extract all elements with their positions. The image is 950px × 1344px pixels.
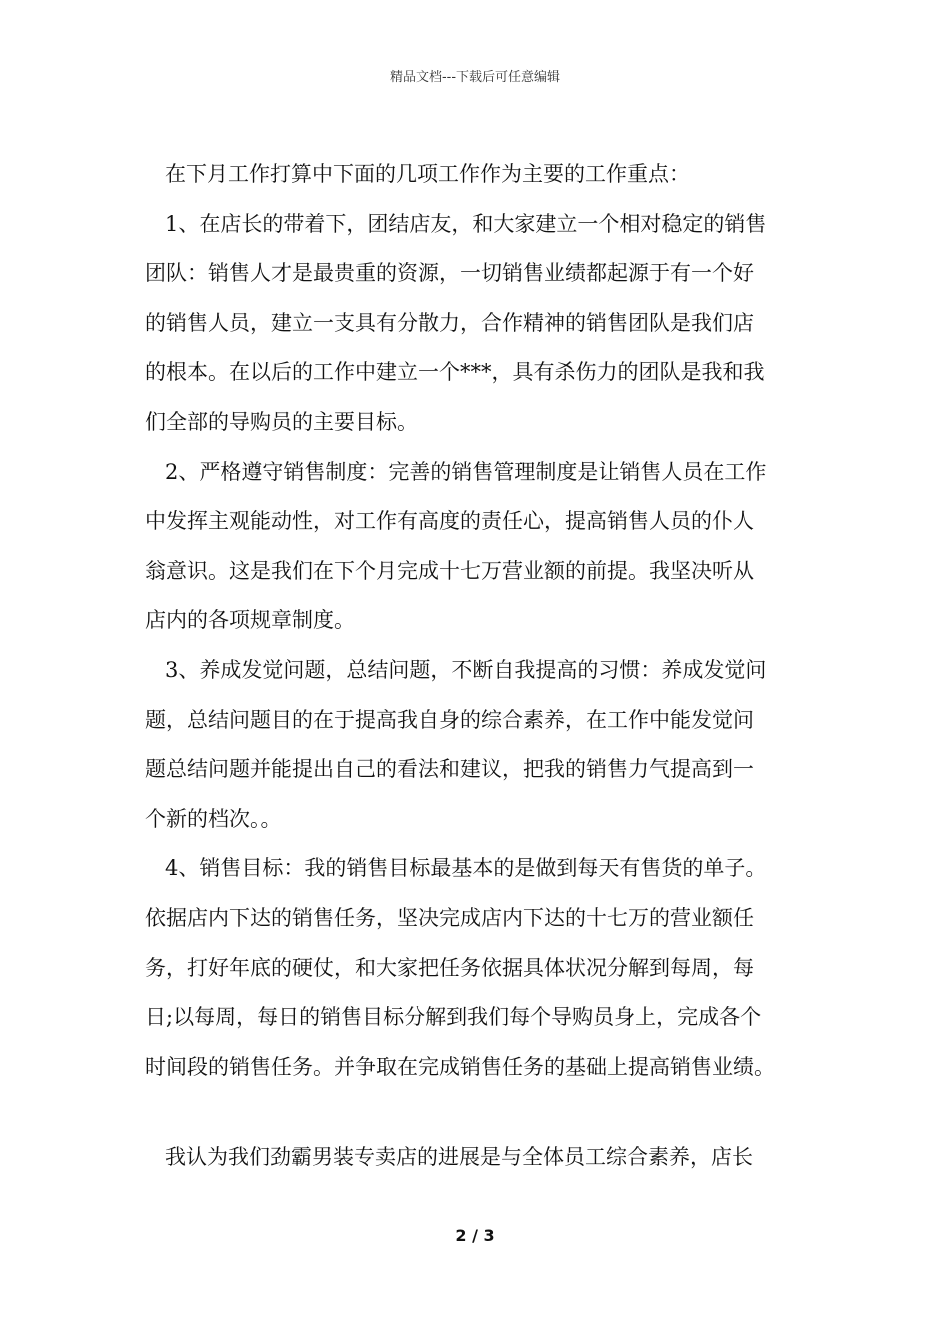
paragraph-line: 题，总结问题目的在于提高我自身的综合素养，在工作中能发觉问 (145, 707, 754, 732)
paragraph-line: 的销售人员，建立一支具有分散力，合作精神的销售团队是我们店 (145, 310, 754, 335)
paragraph-line: 3、养成发觉问题，总结问题，不断自我提高的习惯：养成发觉问 (165, 657, 767, 682)
paragraph-line: 店内的各项规章制度。 (145, 608, 355, 633)
paragraph-line: 题总结问题并能提出自己的看法和建议，把我的销售力气提高到一 (145, 757, 754, 782)
paragraph-gap (145, 1092, 815, 1133)
paragraph-line: 在下月工作打算中下面的几项工作作为主要的工作重点： (165, 162, 690, 186)
paragraph-line: 翁意识。这是我们在下个月完成十七万营业额的前提。我坚决听从 (145, 558, 754, 583)
paragraph-line: 我认为我们劲霸男装专卖店的进展是与全体员工综合素养，店长 (165, 1145, 753, 1170)
paragraph-line: 时间段的销售任务。并争取在完成销售任务的基础上提高销售业绩。 (145, 1054, 775, 1079)
paragraph-intro (145, 150, 815, 200)
paragraph-item-4 (145, 844, 815, 1092)
paragraph-closing (145, 1133, 815, 1183)
document-body (145, 150, 815, 1183)
paragraph-line: 4、销售目标：我的销售目标最基本的是做到每天有售货的单子。 (165, 856, 767, 881)
paragraph-item-2 (145, 448, 815, 646)
paragraph-line: 1、在店长的带着下，团结店友，和大家建立一个相对稳定的销售 (165, 211, 767, 236)
page-header: 精品文档---下载后可任意编辑 (389, 70, 561, 85)
paragraph-line: 2、严格遵守销售制度：完善的销售管理制度是让销售人员在工作 (165, 459, 767, 484)
paragraph-line: 个新的档次。。 (145, 806, 282, 831)
paragraph-line: 务，打好年底的硬仗，和大家把任务依据具体状况分解到每周，每 (145, 955, 754, 980)
paragraph-line: 依据店内下达的销售任务，坚决完成店内下达的十七万的营业额任 (145, 905, 754, 930)
paragraph-line: 们全部的导购员的主要目标。 (145, 409, 418, 434)
page-number: 2 / 3 (455, 1226, 495, 1245)
paragraph-item-3 (145, 646, 815, 844)
paragraph-line: 团队：销售人才是最贵重的资源，一切销售业绩都起源于有一个好 (145, 261, 754, 286)
paragraph-item-1 (145, 200, 815, 448)
paragraph-line: 的根本。在以后的工作中建立一个***，具有杀伤力的团队是我和我 (145, 360, 765, 385)
paragraph-line: 日;以每周，每日的销售目标分解到我们每个导购员身上，完成各个 (145, 1005, 762, 1030)
paragraph-line: 中发挥主观能动性，对工作有高度的责任心，提高销售人员的仆人 (145, 509, 754, 534)
